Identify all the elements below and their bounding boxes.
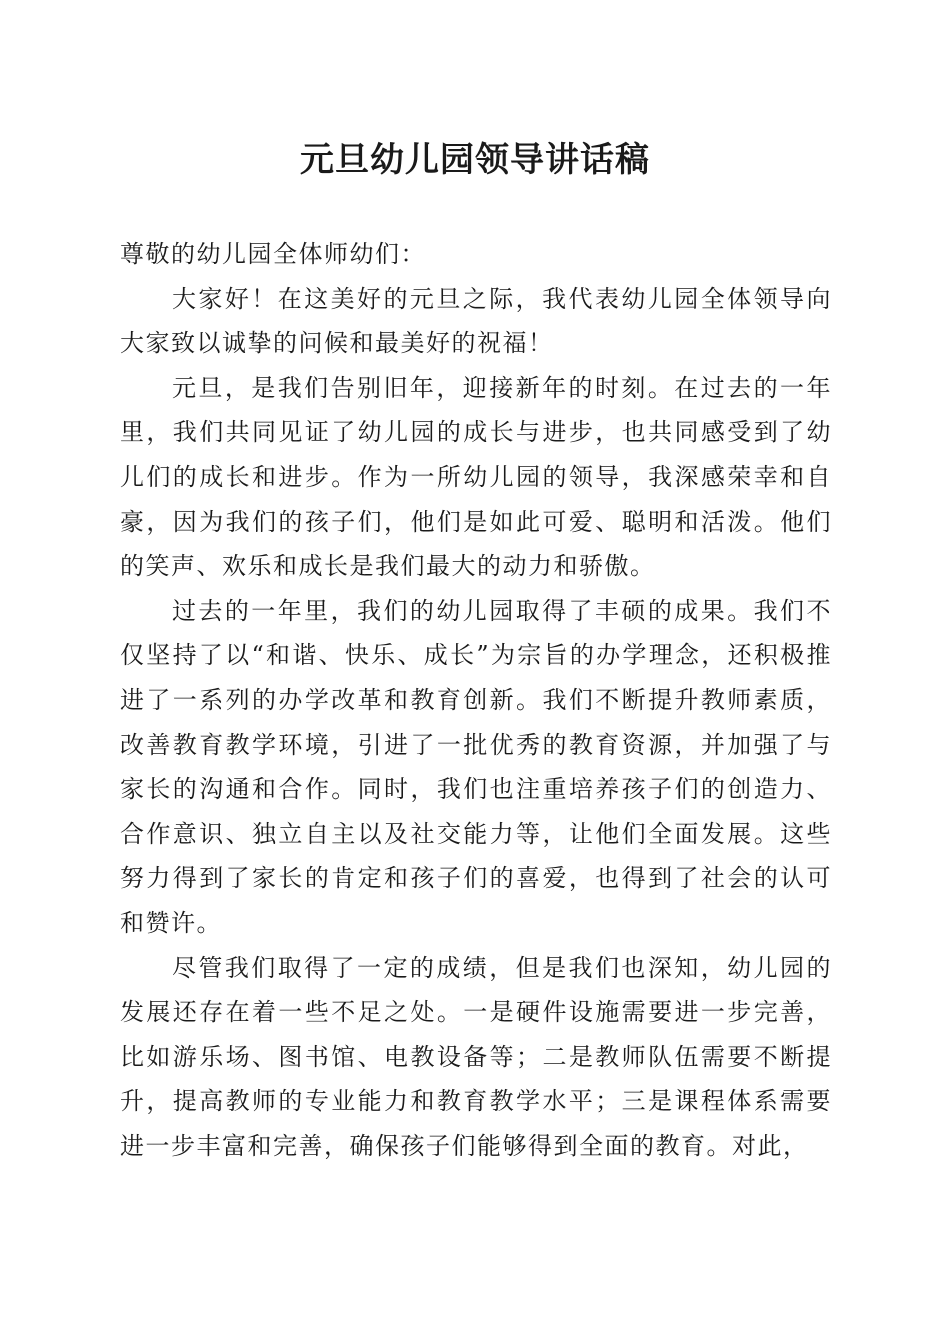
document-body <box>120 232 832 1168</box>
paragraph-new-year: 元旦，是我们告别旧年，迎接新年的时刻。在过去的一年里，我们共同见证了幼儿园的成长与进步，也共同感受到了幼儿们的成长和进步。作为一所幼儿园的领导，我深感荣幸和自豪，因为我们的孩子们，他们是如此可爱、聪明和活泼。他们的笑声、欢乐和成长是我们最大的动力和骄傲。 <box>120 373 832 581</box>
paragraph-greeting: 大家好！在这美好的元旦之际，我代表幼儿园全体领导向大家致以诚挚的问候和最美好的祝福！ <box>120 284 832 358</box>
document-title: 元旦幼儿园领导讲话稿 <box>300 140 650 180</box>
paragraph-achievements: 过去的一年里，我们的幼儿园取得了丰硕的成果。我们不仅坚持了以“和谐、快乐、成长”为宗旨的办学理念，还积极推进了一系列的办学改革和教育创新。我们不断提升教师素质，改善教育教学环境，引进了一批优秀的教育资源，并加强了与家长的沟通和合作。同时，我们也注重培养孩子们的创造力、合作意识、独立自主以及社交能力等，让他们全面发展。这些努力得到了家长的肯定和孩子们的喜爱，也得到了社会的认可和赞许。 <box>120 596 832 937</box>
salutation: 尊敬的幼儿园全体师幼们： <box>120 240 426 268</box>
paragraph-shortcomings: 尽管我们取得了一定的成绩，但是我们也深知，幼儿园的发展还存在着一些不足之处。一是硬件设施需要进一步完善，比如游乐场、图书馆、电教设备等；二是教师队伍需要不断提升，提高教师的专业能力和教育教学水平；三是课程体系需要进一步丰富和完善，确保孩子们能够得到全面的教育。对此， <box>120 953 832 1160</box>
